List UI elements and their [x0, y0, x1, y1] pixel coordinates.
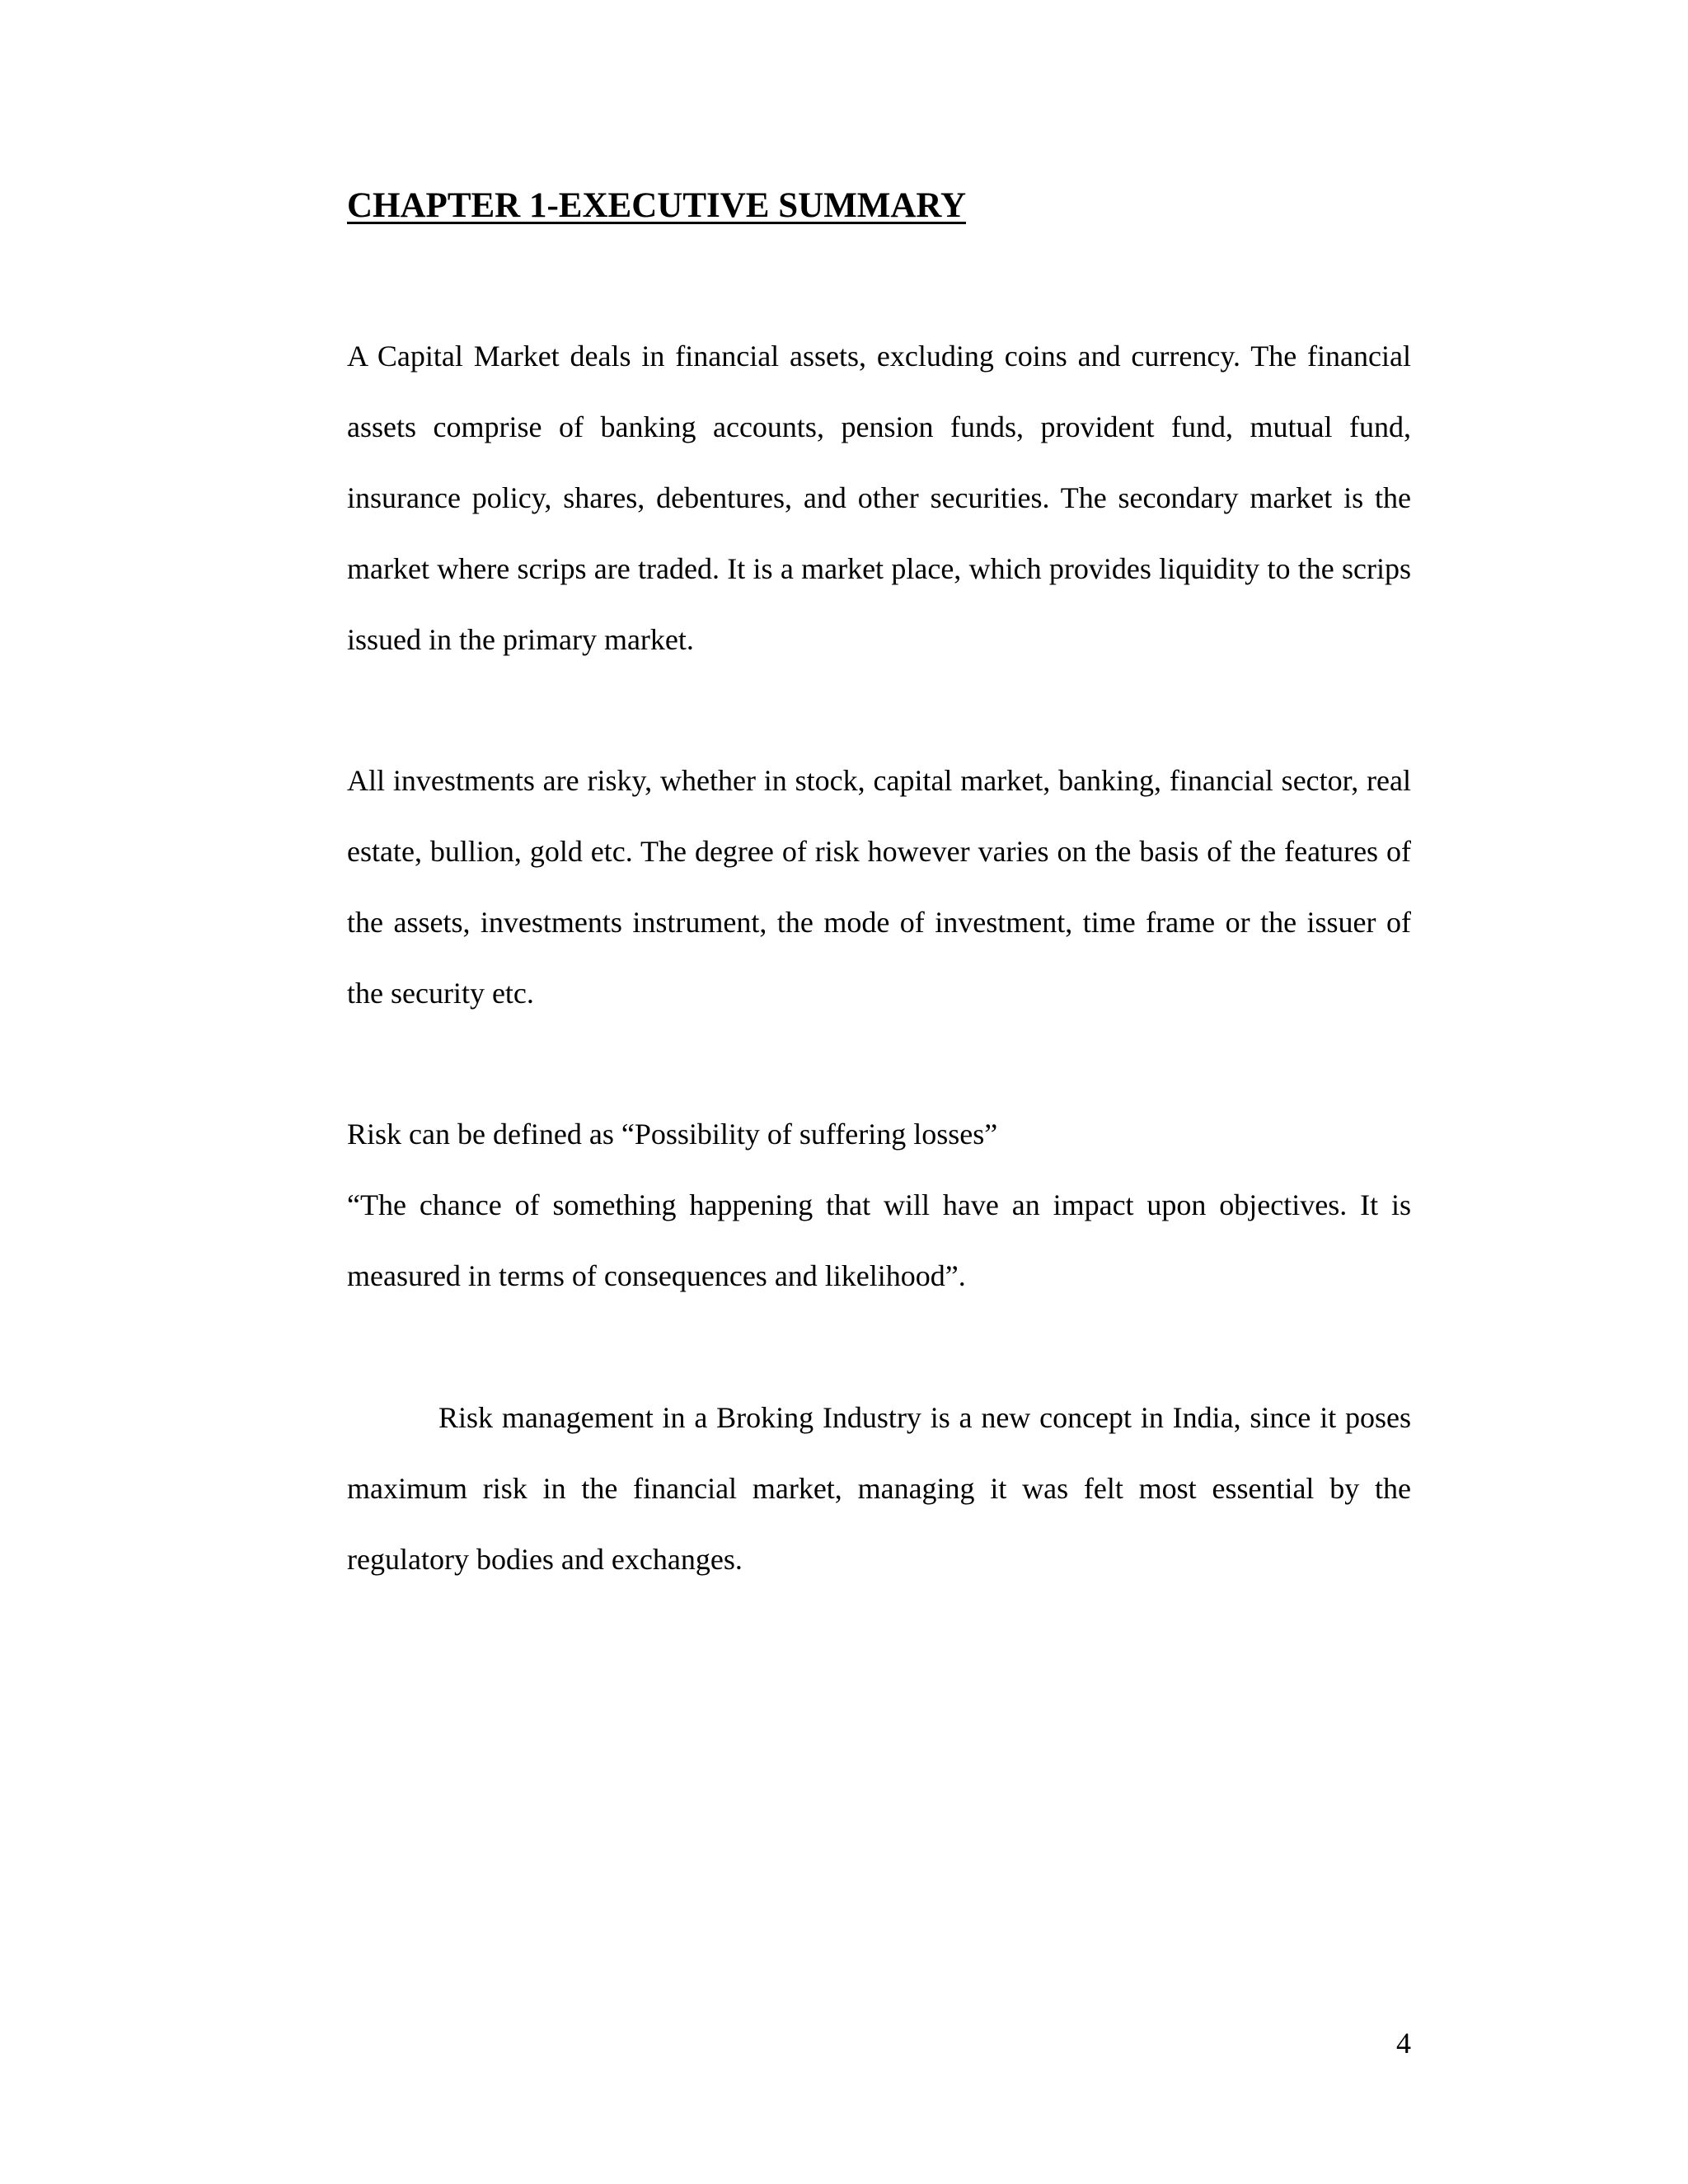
paragraph-risk-management: Risk management in a Broking Industry is a new concept in India, since it poses maximum risk in the financial market, managing it was felt most essential by the regulatory bodies and exchanges.	[347, 1401, 1411, 1576]
paragraph-investment-risk: All investments are risky, whether in stock, capital market, banking, financial sector, real estate, bullion, gold etc. The degree of risk however varies on the basis of the features of the assets, investments instrument, the mode of investment, time frame or the issuer of the security etc.	[347, 764, 1411, 1010]
risk-definition-line: Risk can be defined as “Possibility of suffering losses”	[347, 1118, 998, 1151]
paragraph-capital-market: A Capital Market deals in financial assets, excluding coins and currency. The financial assets comprise of banking accounts, pension funds, provident fund, mutual fund, insurance policy, shares, debentures, and other securities. The secondary market is the market where scrips are traded. It is a market place, which provides liquidity to the scrips issued in the primary market.	[347, 340, 1411, 656]
page-number: 4	[1396, 2027, 1411, 2060]
risk-definition-quote: “The chance of something happening that will have an impact upon objectives. It is measured in terms of consequences and likelihood”.	[347, 1188, 1411, 1292]
chapter-heading: CHAPTER 1-EXECUTIVE SUMMARY	[347, 186, 967, 225]
